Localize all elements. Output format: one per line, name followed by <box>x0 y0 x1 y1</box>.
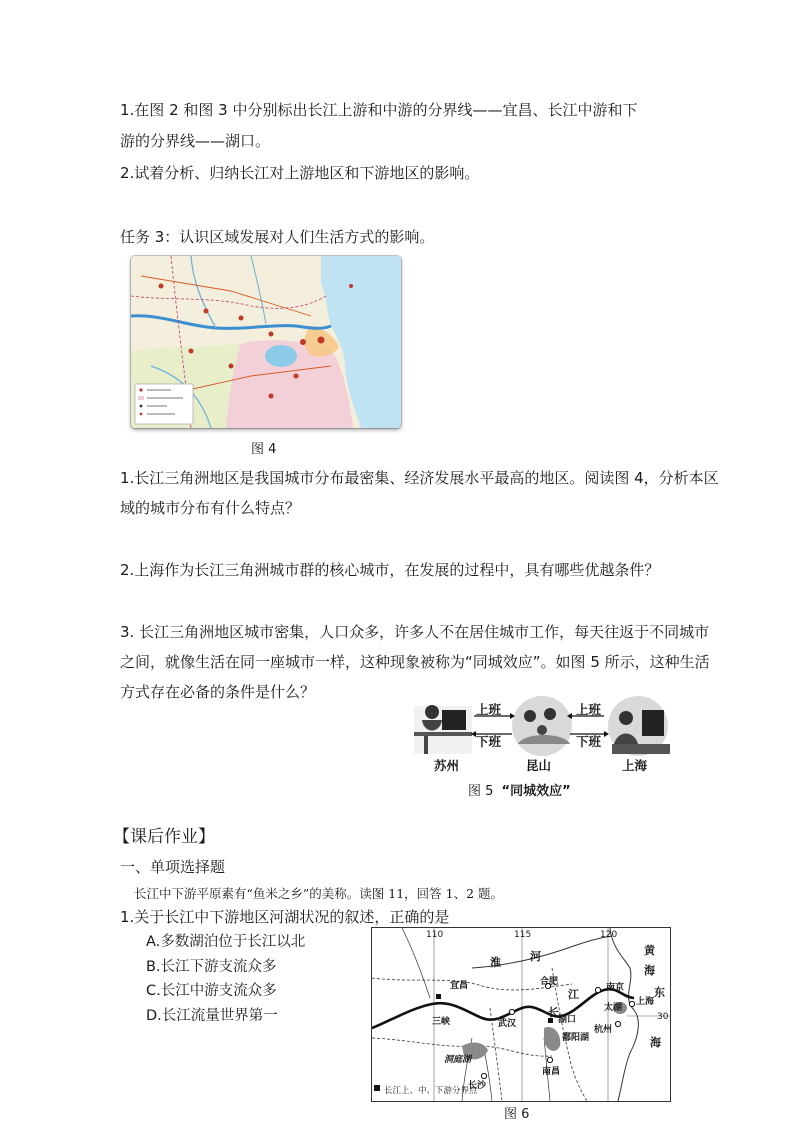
question-line: 2.试着分析、归纳长江对上游地区和下游地区的影响。 <box>120 164 480 182</box>
homework-title: 【课后作业】 <box>113 827 215 847</box>
figure-5-illustration <box>414 696 670 776</box>
question-line: 2.上海作为长江三角洲城市群的核心城市，在发展的过程中，具有哪些优越条件？ <box>120 561 660 579</box>
question-line: 域的城市分布有什么特点？ <box>120 499 301 517</box>
figure-4-map <box>131 256 401 428</box>
caption-number: 图 5 <box>468 784 494 799</box>
go-to-work-label: 上班 <box>576 702 602 717</box>
option-a[interactable]: A.多数湖泊位于长江以北 <box>146 934 306 950</box>
city-label-shanghai: 上海 <box>622 758 648 773</box>
sea-label: 海 <box>644 964 655 977</box>
intro-line: 长江中下游平原素有“鱼米之乡”的美称。读图 11，回答 1、2 题。 <box>134 886 504 901</box>
office-worker-icon <box>414 705 472 754</box>
option-c[interactable]: C.长江中游支流众多 <box>146 983 277 999</box>
question-line: 方式存在必备的条件是什么？ <box>120 683 316 701</box>
longitude-label: 120 <box>600 930 618 940</box>
go-to-work-label: 上班 <box>476 702 502 717</box>
off-work-label: 下班 <box>476 734 502 749</box>
family-icon <box>512 696 572 756</box>
caption-title: “同城效应” <box>501 784 571 799</box>
yichang-marker <box>436 994 441 999</box>
place-label: 太湖 <box>604 1003 623 1013</box>
section-title: 一、单项选择题 <box>120 858 226 876</box>
question-line: 游的分界线——湖口。 <box>120 132 271 150</box>
place-label: 南昌 <box>542 1067 561 1077</box>
task-title: 任务 3：认识区域发展对人们生活方式的影响。 <box>120 228 435 246</box>
question-line: 1.在图 2 和图 3 中分别标出长江上游和中游的分界线——宜昌、长江中游和下 <box>120 101 638 119</box>
figure-6-map <box>371 927 671 1102</box>
sea-label: 海 <box>650 1036 661 1049</box>
city-label-kunshan: 昆山 <box>526 758 552 773</box>
figure-4-caption: 图 4 <box>251 442 277 457</box>
place-label: 宜昌 <box>450 981 469 991</box>
question-line: 1.长江三角洲地区是我国城市分布最密集、经济发展水平最高的地区。阅读图 4，分析本区 <box>120 469 719 487</box>
question-line: 3. 长江三角洲地区城市密集，人口众多，许多人不在居住城市工作，每天往返于不同城市 <box>120 623 710 641</box>
place-label: 南京 <box>606 983 625 993</box>
poyang-lake-shape <box>544 1027 560 1051</box>
place-label: 上海 <box>636 997 655 1007</box>
question-line: 1.关于长江中下游地区河湖状况的叙述，正确的是 <box>120 908 450 926</box>
place-label: 湖口 <box>558 1015 577 1025</box>
longitude-label: 115 <box>514 930 532 940</box>
computer-worker-icon <box>608 696 670 756</box>
latitude-label: 30 <box>657 1012 669 1022</box>
sea-label: 东 <box>654 986 665 999</box>
river-label: 长 <box>548 1006 559 1019</box>
river-label: 淮 <box>490 956 501 969</box>
place-label: 长沙 <box>468 1081 487 1091</box>
place-label: 洞庭湖 <box>444 1055 472 1065</box>
place-label: 杭州 <box>594 1025 613 1035</box>
longitude-label: 110 <box>426 930 444 940</box>
option-b[interactable]: B.长江下游支流众多 <box>146 958 277 975</box>
commute-illustration <box>414 696 670 756</box>
river-label: 河 <box>530 950 541 963</box>
yangtze-middle-lower-map <box>372 928 670 1101</box>
place-label: 三峡 <box>432 1017 451 1027</box>
place-label: 武汉 <box>498 1019 517 1029</box>
figure-6-caption: 图 6 <box>504 1107 530 1122</box>
figure-5-caption <box>468 780 571 799</box>
river-label: 江 <box>568 988 579 1001</box>
city-label-suzhou: 苏州 <box>434 758 460 773</box>
place-label: 鄱阳湖 <box>562 1033 590 1043</box>
options-list <box>146 930 305 1028</box>
yangtze-delta-map <box>131 256 401 428</box>
option-d[interactable]: D.长江流量世界第一 <box>146 1007 278 1024</box>
off-work-label: 下班 <box>576 734 602 749</box>
place-label: 合肥 <box>540 977 559 987</box>
question-line: 之间，就像生活在同一座城市一样，这种现象被称为“同城效应”。如图 5 所示，这种生活 <box>120 653 710 671</box>
sea-label: 黄 <box>644 944 655 957</box>
map-legend: 长江上、中、下游分界点 <box>384 1086 478 1096</box>
